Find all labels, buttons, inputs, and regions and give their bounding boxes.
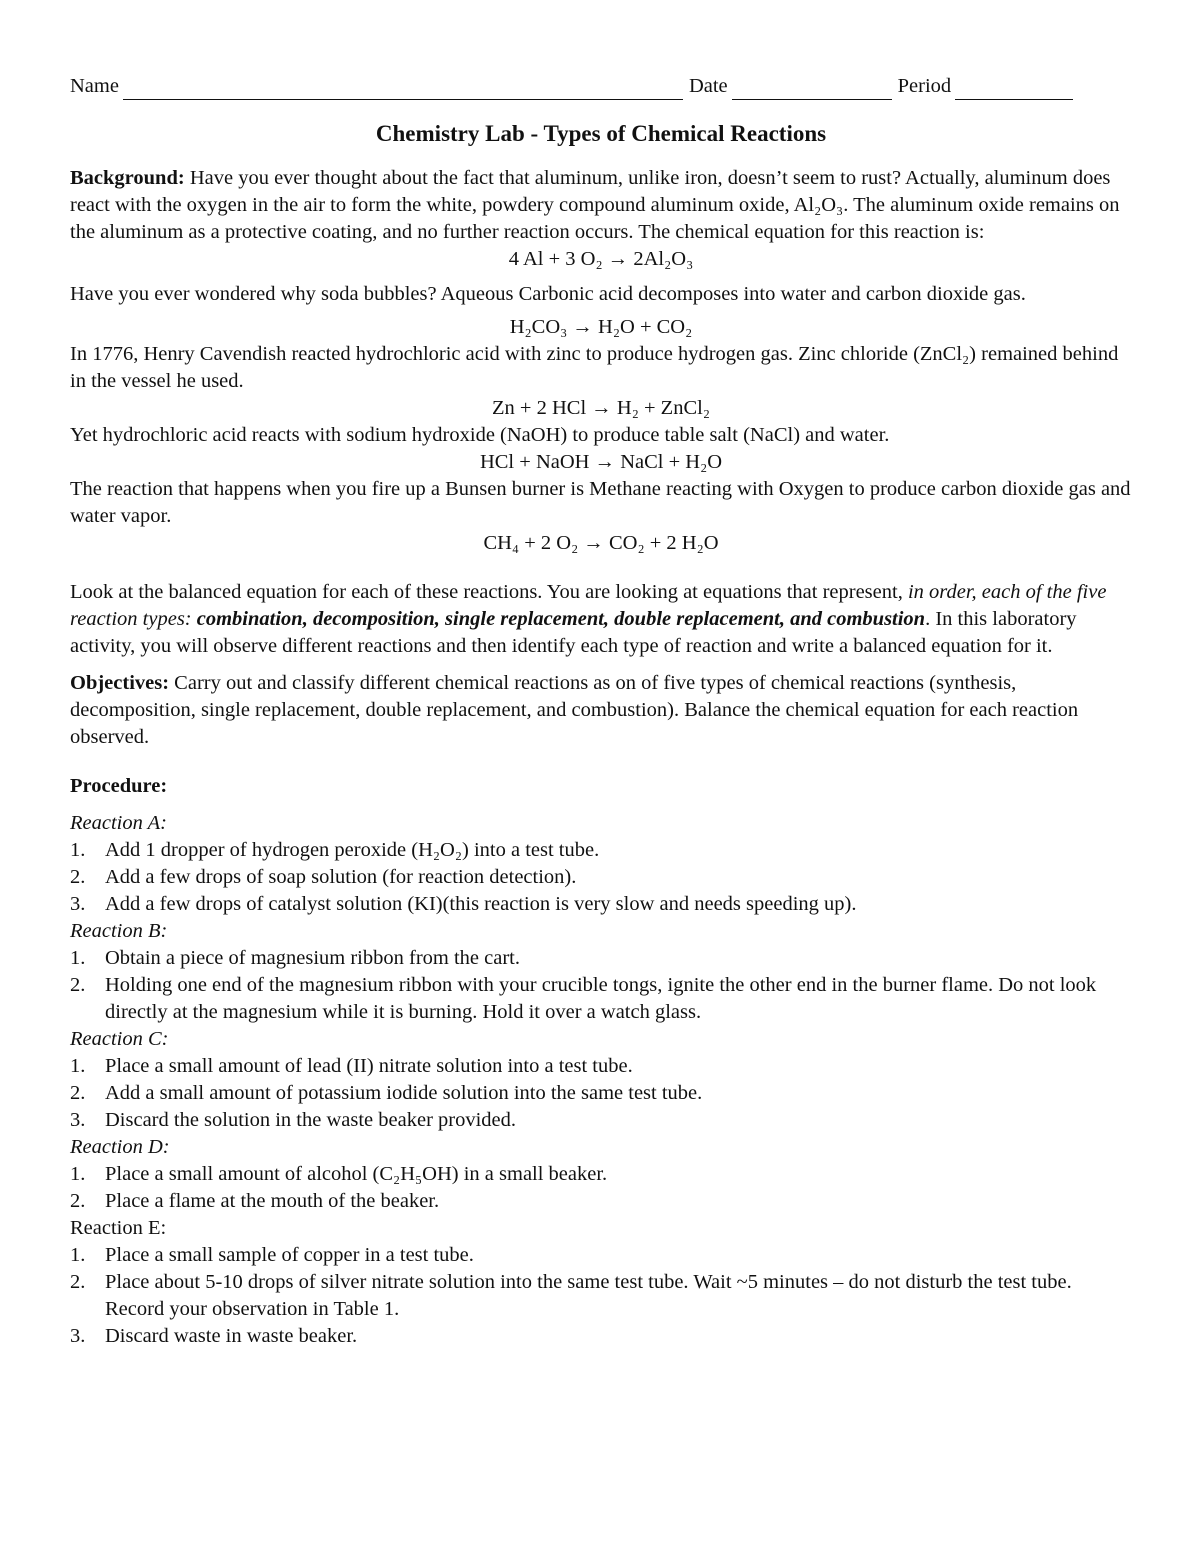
period-blank[interactable] — [955, 77, 1073, 100]
date-label: Date — [688, 75, 728, 97]
procedure-heading — [70, 773, 1132, 800]
list-item: 1. Obtain a piece of magnesium ribbon from the cart. — [70, 947, 520, 969]
list-item: 1. Place a small amount of alcohol (C₂H₅OH) in a small beaker. — [70, 1163, 608, 1185]
list-item: 1. Place a small sample of copper in a test tube. — [70, 1244, 474, 1266]
reaction-b-title: Reaction B: — [70, 920, 168, 942]
list-item: 1. Place a small amount of lead (II) nitrate solution into a test tube. — [70, 1055, 633, 1077]
reaction-d-title: Reaction D: — [70, 1136, 170, 1158]
soda-paragraph: Have you ever wondered why soda bubbles? Aqueous Carbonic acid decomposes into water and carbon dioxide gas. — [70, 283, 1026, 305]
equation-neutralization: HCl + NaOH → NaCl + H₂O — [479, 451, 723, 473]
name-label: Name — [70, 75, 119, 97]
list-item: 2. Add a few drops of soap solution (for reaction detection). — [70, 866, 577, 888]
objectives-paragraph — [70, 670, 1132, 751]
reaction-d-steps — [70, 1161, 1132, 1215]
procedure-label: Procedure: — [70, 775, 168, 797]
look-text-2: . In this laboratory activity, you will observe different reactions and then identify each type of reaction and write a balanced equation for it. — [70, 608, 1077, 657]
cavendish-paragraph: In 1776, Henry Cavendish reacted hydrochloric acid with zinc to produce hydrogen gas. Zinc chloride (ZnCl₂) remained behind in the vessel he used. — [70, 343, 1119, 392]
reaction-a-title: Reaction A: — [70, 812, 167, 834]
reaction-types-list: combination, decomposition, single replacement, double replacement, and combustion — [196, 608, 926, 630]
period-label: Period — [897, 75, 952, 97]
objectives-text: Carry out and classify different chemical reactions as on of five types of chemical reactions (synthesis, decomposition, single replacement, double replacement, and combustion). Balance the chemical equation for each reaction observed. — [70, 672, 1079, 748]
objectives-label: Objectives: — [70, 672, 170, 694]
list-item: 2. Place a flame at the mouth of the beaker. — [70, 1190, 440, 1212]
date-blank[interactable] — [732, 77, 892, 100]
equation-methane: CH₄ + 2 O₂ → CO₂ + 2 H₂O — [483, 532, 719, 554]
reaction-c-title: Reaction C: — [70, 1028, 169, 1050]
equation-carbonic-acid: H₂CO₃ → H₂O + CO₂ — [509, 316, 693, 338]
bunsen-paragraph: The reaction that happens when you fire up a Bunsen burner is Methane reacting with Oxygen to produce carbon dioxide gas and water vapor. — [70, 478, 1131, 527]
reaction-e-steps — [70, 1242, 1132, 1350]
procedure-body — [70, 810, 1132, 1350]
list-item: 3. Add a few drops of catalyst solution (KI)(this reaction is very slow and needs speeding up). — [70, 893, 857, 915]
list-item: 3. Discard waste in waste beaker. — [70, 1325, 358, 1347]
equation-zinc: Zn + 2 HCl → H₂ + ZnCl₂ — [492, 397, 710, 419]
look-text-italic: in order, each of the five reaction types: — [70, 581, 1107, 630]
background-label: Background: — [70, 167, 185, 189]
list-item: 3. Discard the solution in the waste beaker provided. — [70, 1109, 517, 1131]
reaction-a-steps — [70, 837, 1132, 918]
reaction-b-steps — [70, 945, 1132, 1026]
list-item: 2. Add a small amount of potassium iodide solution into the same test tube. — [70, 1082, 703, 1104]
look-paragraph — [70, 579, 1132, 660]
salt-paragraph: Yet hydrochloric acid reacts with sodium hydroxide (NaOH) to produce table salt (NaCl) and water. — [70, 424, 890, 446]
list-item: 2. Place about 5-10 drops of silver nitrate solution into the same test tube. Wait ~5 minutes – do not disturb the test tube. Record your observation in Table 1. — [70, 1271, 1072, 1320]
header-line — [70, 72, 1132, 100]
reaction-e-title: Reaction E: — [70, 1217, 167, 1239]
list-item: 2. Holding one end of the magnesium ribbon with your crucible tongs, ignite the other end in the burner flame. Do not look directly at the magnesium while it is burning. Hold it over a watch glass. — [70, 974, 1097, 1023]
equation-aluminum: 4 Al + 3 O₂ → 2Al₂O₃ — [508, 248, 694, 270]
background-paragraph — [70, 165, 1132, 246]
name-blank[interactable] — [123, 77, 683, 100]
page-title: Chemistry Lab - Types of Chemical Reactions — [375, 121, 827, 146]
background-intro: Have you ever thought about the fact that aluminum, unlike iron, doesn’t seem to rust? Actually, aluminum does react with the oxygen in the air to form the white, powdery compound aluminum oxide, Al₂O₃. The aluminum oxide remains on the aluminum as a protective coating, and no further reaction occurs. The chemical equation for this reaction is: — [70, 167, 1120, 243]
look-text-1: Look at the balanced equation for each of these reactions. You are looking at equations that represent, — [70, 581, 903, 603]
worksheet-page — [70, 72, 1132, 1350]
list-item: 1. Add 1 dropper of hydrogen peroxide (H₂O₂) into a test tube. — [70, 839, 600, 861]
reaction-c-steps — [70, 1053, 1132, 1134]
